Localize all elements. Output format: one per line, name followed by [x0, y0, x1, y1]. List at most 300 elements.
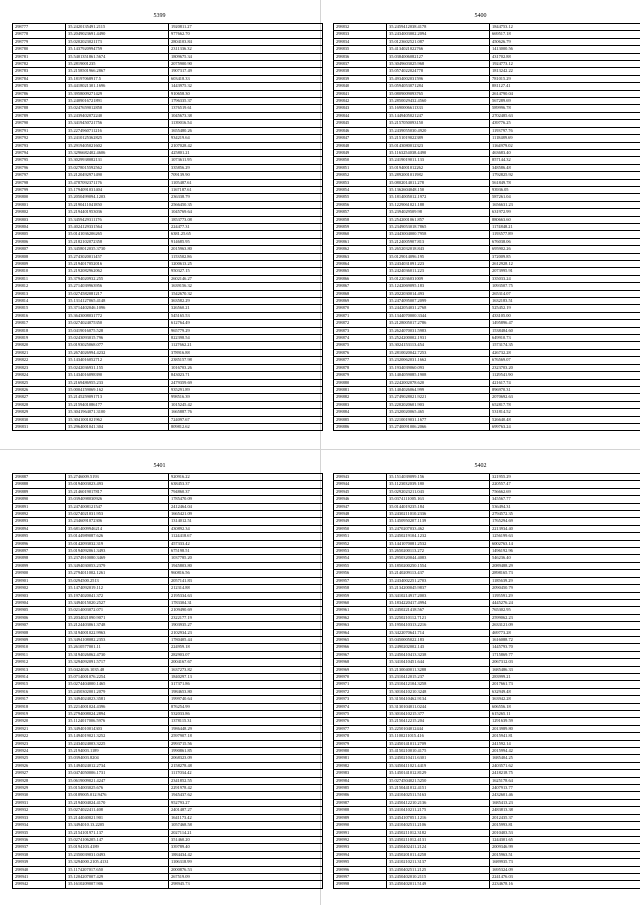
value-cell: 676569.07	[490, 357, 640, 364]
value-cell: 267519.09	[169, 873, 323, 880]
page-5401	[12, 462, 307, 889]
table-row	[13, 98, 323, 105]
coordinate-cell: 35.2169486955.233	[66, 379, 169, 386]
value-cell: 2702485.63	[490, 112, 640, 119]
table-row	[13, 740, 323, 747]
page-5400	[333, 12, 628, 431]
value-cell: 1195591.29	[490, 592, 640, 599]
row-id-cell: 298802	[13, 209, 66, 216]
row-id-cell: 298842	[334, 98, 387, 105]
coordinate-cell: 35.3194026062.4730	[66, 651, 169, 658]
table-row	[13, 379, 323, 386]
table-row	[13, 423, 323, 430]
table-row	[334, 644, 640, 651]
row-id-cell: 298851	[334, 164, 387, 171]
coordinate-cell: 35.2652032018.843	[387, 246, 490, 253]
row-id-cell: 298906	[13, 614, 66, 621]
value-cell: 2412464.04	[169, 503, 323, 510]
row-id-cell: 298908	[13, 629, 66, 636]
value-cell: 2017661.73	[490, 681, 640, 688]
row-id-cell: 298881	[334, 386, 387, 393]
coordinate-cell: 35.2434024003.3225	[66, 740, 169, 747]
table-row	[13, 577, 323, 584]
coordinate-cell: 35.3294092091.5717	[66, 659, 169, 666]
row-id-cell: 298877	[334, 357, 387, 364]
value-cell: 450626.79	[490, 38, 640, 45]
value-cell: 1376519.61	[169, 105, 323, 112]
coordinate-cell: 35.3419450721756	[66, 120, 169, 127]
value-cell: 1907317.49	[169, 68, 323, 75]
value-cell: 756662.69	[490, 488, 640, 495]
value-cell: 469773.28	[490, 629, 640, 636]
coordinate-cell: 35.2150441012.4151	[387, 785, 490, 792]
table-row	[334, 68, 640, 75]
coordinate-cell: 35.0144989087.626	[66, 533, 169, 540]
value-cell: 326560.21	[169, 305, 323, 312]
table-row	[13, 83, 323, 90]
table-row	[13, 364, 323, 371]
table-row	[334, 231, 640, 238]
coordinate-cell: 35.0594053071284	[387, 83, 490, 90]
row-id-cell: 298952	[334, 540, 387, 547]
row-id-cell: 298876	[334, 349, 387, 356]
value-cell: 431702.88	[490, 53, 640, 60]
table-row	[334, 496, 640, 503]
row-id-cell: 298930	[13, 792, 66, 799]
row-id-cell: 298976	[334, 718, 387, 725]
row-id-cell: 298932	[13, 807, 66, 814]
value-cell: 1443975.32	[169, 83, 323, 90]
value-cell: 1924773.12	[490, 61, 640, 68]
coordinate-cell: 35.0274404000.1465	[66, 681, 169, 688]
value-cell: 2599062.23	[490, 614, 640, 621]
table-row	[334, 533, 640, 540]
value-cell: 220557.47	[490, 481, 640, 488]
row-id-cell: 298942	[13, 881, 66, 888]
table-row	[334, 290, 640, 297]
coordinate-cell: 35.1850200250.1554	[387, 562, 490, 569]
table-row	[334, 474, 640, 481]
coordinate-cell: 35.2450410413.3238	[387, 651, 490, 658]
table-row	[13, 474, 323, 481]
coordinate-cell: 35.2450210411.6301	[387, 755, 490, 762]
row-id-cell: 298834	[334, 38, 387, 45]
table-row	[334, 327, 640, 334]
row-id-cell: 298781	[13, 53, 66, 60]
table-row	[13, 149, 323, 156]
coordinate-cell: 35.1794091031404	[66, 186, 169, 193]
value-cell: 1106318.99	[169, 859, 323, 866]
coordinate-cell: 35.2850029432.4560	[387, 98, 490, 105]
value-cell: 1139016.54	[169, 120, 323, 127]
row-id-cell: 298894	[13, 525, 66, 532]
coordinate-cell: 35.2128005017.2786	[387, 320, 490, 327]
row-id-cell: 298808	[13, 253, 66, 260]
row-id-cell: 298862	[334, 246, 387, 253]
value-cell: 426732.28	[490, 349, 640, 356]
table-row	[13, 216, 323, 223]
row-id-cell: 298892	[13, 511, 66, 518]
row-id-cell: 298847	[334, 135, 387, 142]
value-cell: 1193797.76	[490, 127, 640, 134]
value-cell: 1844753.12	[490, 24, 640, 31]
table-row	[334, 807, 640, 814]
value-cell: 881127.41	[490, 83, 640, 90]
value-cell: 2322177.19	[169, 614, 323, 621]
row-id-cell: 298951	[334, 533, 387, 540]
table-row	[334, 607, 640, 614]
value-cell: 934219.64	[169, 135, 323, 142]
row-id-cell: 298927	[13, 770, 66, 777]
row-id-cell: 298831	[13, 423, 66, 430]
table-row	[13, 46, 323, 53]
value-cell: 1796335.37	[169, 98, 323, 105]
row-id-cell: 298905	[13, 607, 66, 614]
coordinate-cell: 35.0142093032.319	[66, 540, 169, 547]
row-id-cell: 298863	[334, 253, 387, 260]
coordinate-cell: 35.2346091072306	[66, 518, 169, 525]
coordinate-cell: 35.3010410210.3248	[387, 688, 490, 695]
table-row	[13, 814, 323, 821]
table-row	[13, 607, 323, 614]
coordinate-cell: 35.1314127065.4148	[66, 298, 169, 305]
coordinate-cell: 35.4150210010.4175	[387, 748, 490, 755]
row-id-cell: 298943	[334, 474, 387, 481]
coordinate-cell: 35.0274021031.953	[66, 511, 169, 518]
row-id-cell: 298909	[13, 636, 66, 643]
value-cell: 1641173.42	[169, 814, 323, 821]
row-id-cell: 298911	[13, 651, 66, 658]
row-id-cell: 298782	[13, 61, 66, 68]
row-id-cell: 298822	[13, 357, 66, 364]
value-cell: 2102934.23	[169, 629, 323, 636]
table-row	[334, 614, 640, 621]
value-cell: 1665421.09	[169, 511, 323, 518]
table-row	[334, 98, 640, 105]
value-cell: 2158278.48	[169, 762, 323, 769]
row-id-cell: 298893	[13, 518, 66, 525]
row-id-cell: 298789	[13, 112, 66, 119]
row-id-cell: 298964	[334, 629, 387, 636]
row-id-cell: 298981	[334, 755, 387, 762]
value-cell: 2804103.84	[169, 38, 323, 45]
value-cell: 1616088.72	[490, 636, 640, 643]
table-row	[334, 651, 640, 658]
coordinate-cell: 35.3150410462.9134	[387, 696, 490, 703]
value-cell: 1920811.27	[169, 24, 323, 31]
table-row	[334, 777, 640, 784]
value-cell: 345567.77	[490, 496, 640, 503]
row-id-cell: 298959	[334, 592, 387, 599]
value-cell: 433105.00	[490, 312, 640, 319]
table-row	[13, 829, 323, 836]
table-row	[334, 342, 640, 349]
row-id-cell: 298861	[334, 238, 387, 245]
row-id-cell: 298805	[13, 231, 66, 238]
coordinate-cell: 35.1362604048.150	[387, 186, 490, 193]
coordinate-cell: 35.3494015020.2527	[66, 599, 169, 606]
coordinate-cell: 35.3194001022.9963	[66, 629, 169, 636]
coordinate-cell: 35.1834220417.4994	[387, 599, 490, 606]
coordinate-cell: 35.1450141012.8129	[387, 770, 490, 777]
table-row	[13, 253, 323, 260]
table-row	[334, 636, 640, 643]
table-row	[13, 120, 323, 127]
coordinate-cell: 35.0292023211.043	[387, 488, 490, 495]
coordinate-table	[333, 23, 640, 431]
coordinate-cell: 35.2749028021.9221	[387, 394, 490, 401]
row-id-cell: 298828	[13, 401, 66, 408]
coordinate-cell: 35.2310412015.237	[387, 673, 490, 680]
row-id-cell: 298991	[334, 829, 387, 836]
row-id-cell: 298978	[334, 733, 387, 740]
value-cell: 1314012.51	[169, 518, 323, 525]
row-id-cell: 298859	[334, 223, 387, 230]
table-row	[334, 105, 640, 112]
table-row	[13, 599, 323, 606]
value-cell: 1538484.60	[490, 327, 640, 334]
row-id-cell: 298778	[13, 31, 66, 38]
table-row	[13, 822, 323, 829]
coordinate-cell: 35.2450201011.4258	[387, 851, 490, 858]
value-cell: 2027114.21	[169, 829, 323, 836]
row-id-cell: 298896	[13, 540, 66, 547]
table-row	[334, 696, 640, 703]
value-cell: 615265.11	[490, 711, 640, 718]
coordinate-cell: 35.3494030053.2379	[66, 562, 169, 569]
table-row	[13, 666, 323, 673]
table-row	[334, 792, 640, 799]
table-row	[334, 851, 640, 858]
row-id-cell: 298844	[334, 112, 387, 119]
table-row	[334, 357, 640, 364]
row-id-cell: 298786	[13, 90, 66, 97]
row-id-cell: 298827	[13, 394, 66, 401]
value-cell: 2075900.90	[169, 61, 323, 68]
table-row	[334, 488, 640, 495]
value-cell: 1903935.27	[169, 622, 323, 629]
row-id-cell: 298920	[13, 718, 66, 725]
coordinate-cell: 35.2450402511.2125	[387, 866, 490, 873]
row-id-cell: 298837	[334, 61, 387, 68]
row-id-cell: 298878	[334, 364, 387, 371]
table-row	[13, 172, 323, 179]
table-row	[334, 223, 640, 230]
value-cell: 2089488.29	[490, 562, 640, 569]
table-row	[13, 762, 323, 769]
row-id-cell: 298948	[334, 511, 387, 518]
coordinate-cell: 35.0202023021173	[66, 38, 169, 45]
row-id-cell: 298867	[334, 283, 387, 290]
value-cell: 857144.32	[490, 157, 640, 164]
value-cell: 421617.74	[490, 379, 640, 386]
row-id-cell: 298886	[334, 423, 387, 430]
table-row	[334, 799, 640, 806]
value-cell: 2483813.38	[490, 807, 640, 814]
row-id-cell: 298777	[13, 24, 66, 31]
row-id-cell: 298818	[13, 327, 66, 334]
coordinate-cell: 35.2439055030.4920	[387, 127, 490, 134]
coordinate-cell: 35.4418021301.1696	[66, 83, 169, 90]
coordinate-cell: 35.3294000.2105.4131	[66, 859, 169, 866]
value-cell: 2234678.16	[490, 881, 640, 888]
coordinate-cell: 35.2450402010.2115	[387, 873, 490, 880]
value-cell: 2385157.98	[169, 357, 323, 364]
coordinate-cell: 35.3459429311176	[66, 216, 169, 223]
table-row	[334, 83, 640, 90]
row-id-cell: 298833	[334, 31, 387, 38]
table-row	[334, 75, 640, 82]
value-cell: 1695324.09	[490, 866, 640, 873]
table-row	[13, 186, 323, 193]
value-cell: 1783304.31	[169, 599, 323, 606]
table-row	[13, 416, 323, 423]
table-row	[334, 585, 640, 592]
page-5399	[12, 12, 307, 431]
value-cell: 2000876.53	[169, 866, 323, 873]
value-cell: 1945437.62	[169, 792, 323, 799]
table-row	[334, 216, 640, 223]
value-cell: 348586.48	[490, 164, 640, 171]
table-row	[334, 770, 640, 777]
table-row	[13, 755, 323, 762]
table-row	[13, 320, 323, 327]
row-id-cell: 298795	[13, 157, 66, 164]
row-id-cell: 298800	[13, 194, 66, 201]
table-row	[13, 777, 323, 784]
value-cell: 1884434.42	[169, 851, 323, 858]
table-row	[334, 562, 640, 569]
table-row	[334, 416, 640, 423]
row-id-cell: 298871	[334, 312, 387, 319]
table-row	[334, 748, 640, 755]
table-row	[334, 179, 640, 186]
coordinate-cell: 35.2450412210.2136	[387, 799, 490, 806]
coordinate-cell: 35.2194017052016	[66, 261, 169, 268]
value-cell: 1813242.22	[490, 68, 640, 75]
row-id-cell: 298918	[13, 703, 66, 710]
value-cell: 1057468.58	[169, 822, 323, 829]
row-id-cell: 298872	[334, 320, 387, 327]
row-id-cell: 298890	[13, 496, 66, 503]
coordinate-cell: 35.3494010.13.2205	[66, 822, 169, 829]
page-5402	[333, 462, 628, 889]
row-id-cell: 298785	[13, 83, 66, 90]
row-id-cell: 298936	[13, 836, 66, 843]
table-row	[13, 733, 323, 740]
value-cell: 1685404.25	[490, 755, 640, 762]
table-row	[13, 866, 323, 873]
coordinate-cell: 35.0247659012858	[66, 105, 169, 112]
table-row	[13, 179, 323, 186]
table-row	[13, 112, 323, 119]
value-cell: 2009346.99	[490, 844, 640, 851]
row-id-cell: 298829	[13, 409, 66, 416]
value-cell: 2602146.27	[169, 275, 323, 282]
coordinate-cell: 35.1174207017.650	[66, 866, 169, 873]
table-row	[334, 349, 640, 356]
coordinate-cell: 35.0243093015.796	[66, 335, 169, 342]
row-id-cell: 298928	[13, 777, 66, 784]
table-row	[13, 570, 323, 577]
coordinate-cell: 35.1514039099.156	[387, 474, 490, 481]
row-id-cell: 298801	[13, 201, 66, 208]
coordinate-cell: 35.2146019017817	[66, 488, 169, 495]
value-cell: 2090450.79	[490, 585, 640, 592]
coordinate-cell: 35.18197068917.5	[66, 75, 169, 82]
row-id-cell: 298848	[334, 142, 387, 149]
table-row	[13, 718, 323, 725]
value-cell: 2418218.75	[490, 770, 640, 777]
row-id-cell: 298994	[334, 851, 387, 858]
value-cell: 910658.30	[169, 90, 323, 97]
row-id-cell: 298933	[13, 814, 66, 821]
table-row	[13, 372, 323, 379]
table-row	[13, 127, 323, 134]
value-cell: 425801.21	[169, 149, 323, 156]
coordinate-cell: 35.1404059085.1908	[387, 372, 490, 379]
row-id-cell: 298940	[13, 866, 66, 873]
value-cell: 1164979.02	[490, 142, 640, 149]
coordinate-cell: 35.2130040011.3288	[387, 666, 490, 673]
value-cell: 335856.29	[169, 164, 323, 171]
table-row	[334, 525, 640, 532]
table-row	[334, 681, 640, 688]
value-cell: 920916.22	[169, 474, 323, 481]
table-row	[334, 829, 640, 836]
table-row	[334, 555, 640, 562]
value-cell: 2015993.81	[490, 822, 640, 829]
row-id-cell: 298799	[13, 186, 66, 193]
value-cell: 1999740.64	[169, 696, 323, 703]
coordinate-cell: 35.2409016721891	[66, 98, 169, 105]
coordinate-cell: 35.2410410211.2175	[387, 807, 490, 814]
table-row	[13, 342, 323, 349]
row-id-cell: 298965	[334, 636, 387, 643]
table-row	[334, 518, 640, 525]
coordinate-cell: 35.2450302001.2079	[66, 688, 169, 695]
row-id-cell: 298885	[334, 416, 387, 423]
coordinate-cell: 35.2192082962062	[66, 268, 169, 275]
row-id-cell: 298794	[13, 149, 66, 156]
row-id-cell: 298995	[334, 859, 387, 866]
value-cell: 2015941.81	[490, 733, 640, 740]
table-row	[334, 320, 640, 327]
coordinate-cell: 35.2274960711216	[66, 127, 169, 134]
value-cell: 363942.28	[490, 696, 640, 703]
table-row	[13, 725, 323, 732]
table-row	[13, 629, 323, 636]
coordinate-cell: 35.2151019022389	[387, 135, 490, 142]
value-cell: 283999.21	[490, 673, 640, 680]
coordinate-cell: 35.1344070000.3344	[387, 312, 490, 319]
coordinate-cell: 35.0714001076.2254	[66, 673, 169, 680]
table-row	[13, 231, 323, 238]
table-row	[13, 261, 323, 268]
coordinate-cell: 35.3494010014303	[66, 725, 169, 732]
value-cell: 606556.18	[490, 703, 640, 710]
value-cell: 531814.52	[490, 409, 640, 416]
coordinate-cell: 35.0194001012262	[387, 164, 490, 171]
row-id-cell: 298913	[13, 666, 66, 673]
value-cell: 1984653.80	[169, 688, 323, 695]
table-row	[334, 688, 640, 695]
value-cell: 914685.95	[169, 238, 323, 245]
coordinate-cell: 35.2810020042.7253	[387, 349, 490, 356]
table-row	[13, 881, 323, 888]
value-cell: 1785470.09	[169, 496, 323, 503]
table-row	[13, 496, 323, 503]
